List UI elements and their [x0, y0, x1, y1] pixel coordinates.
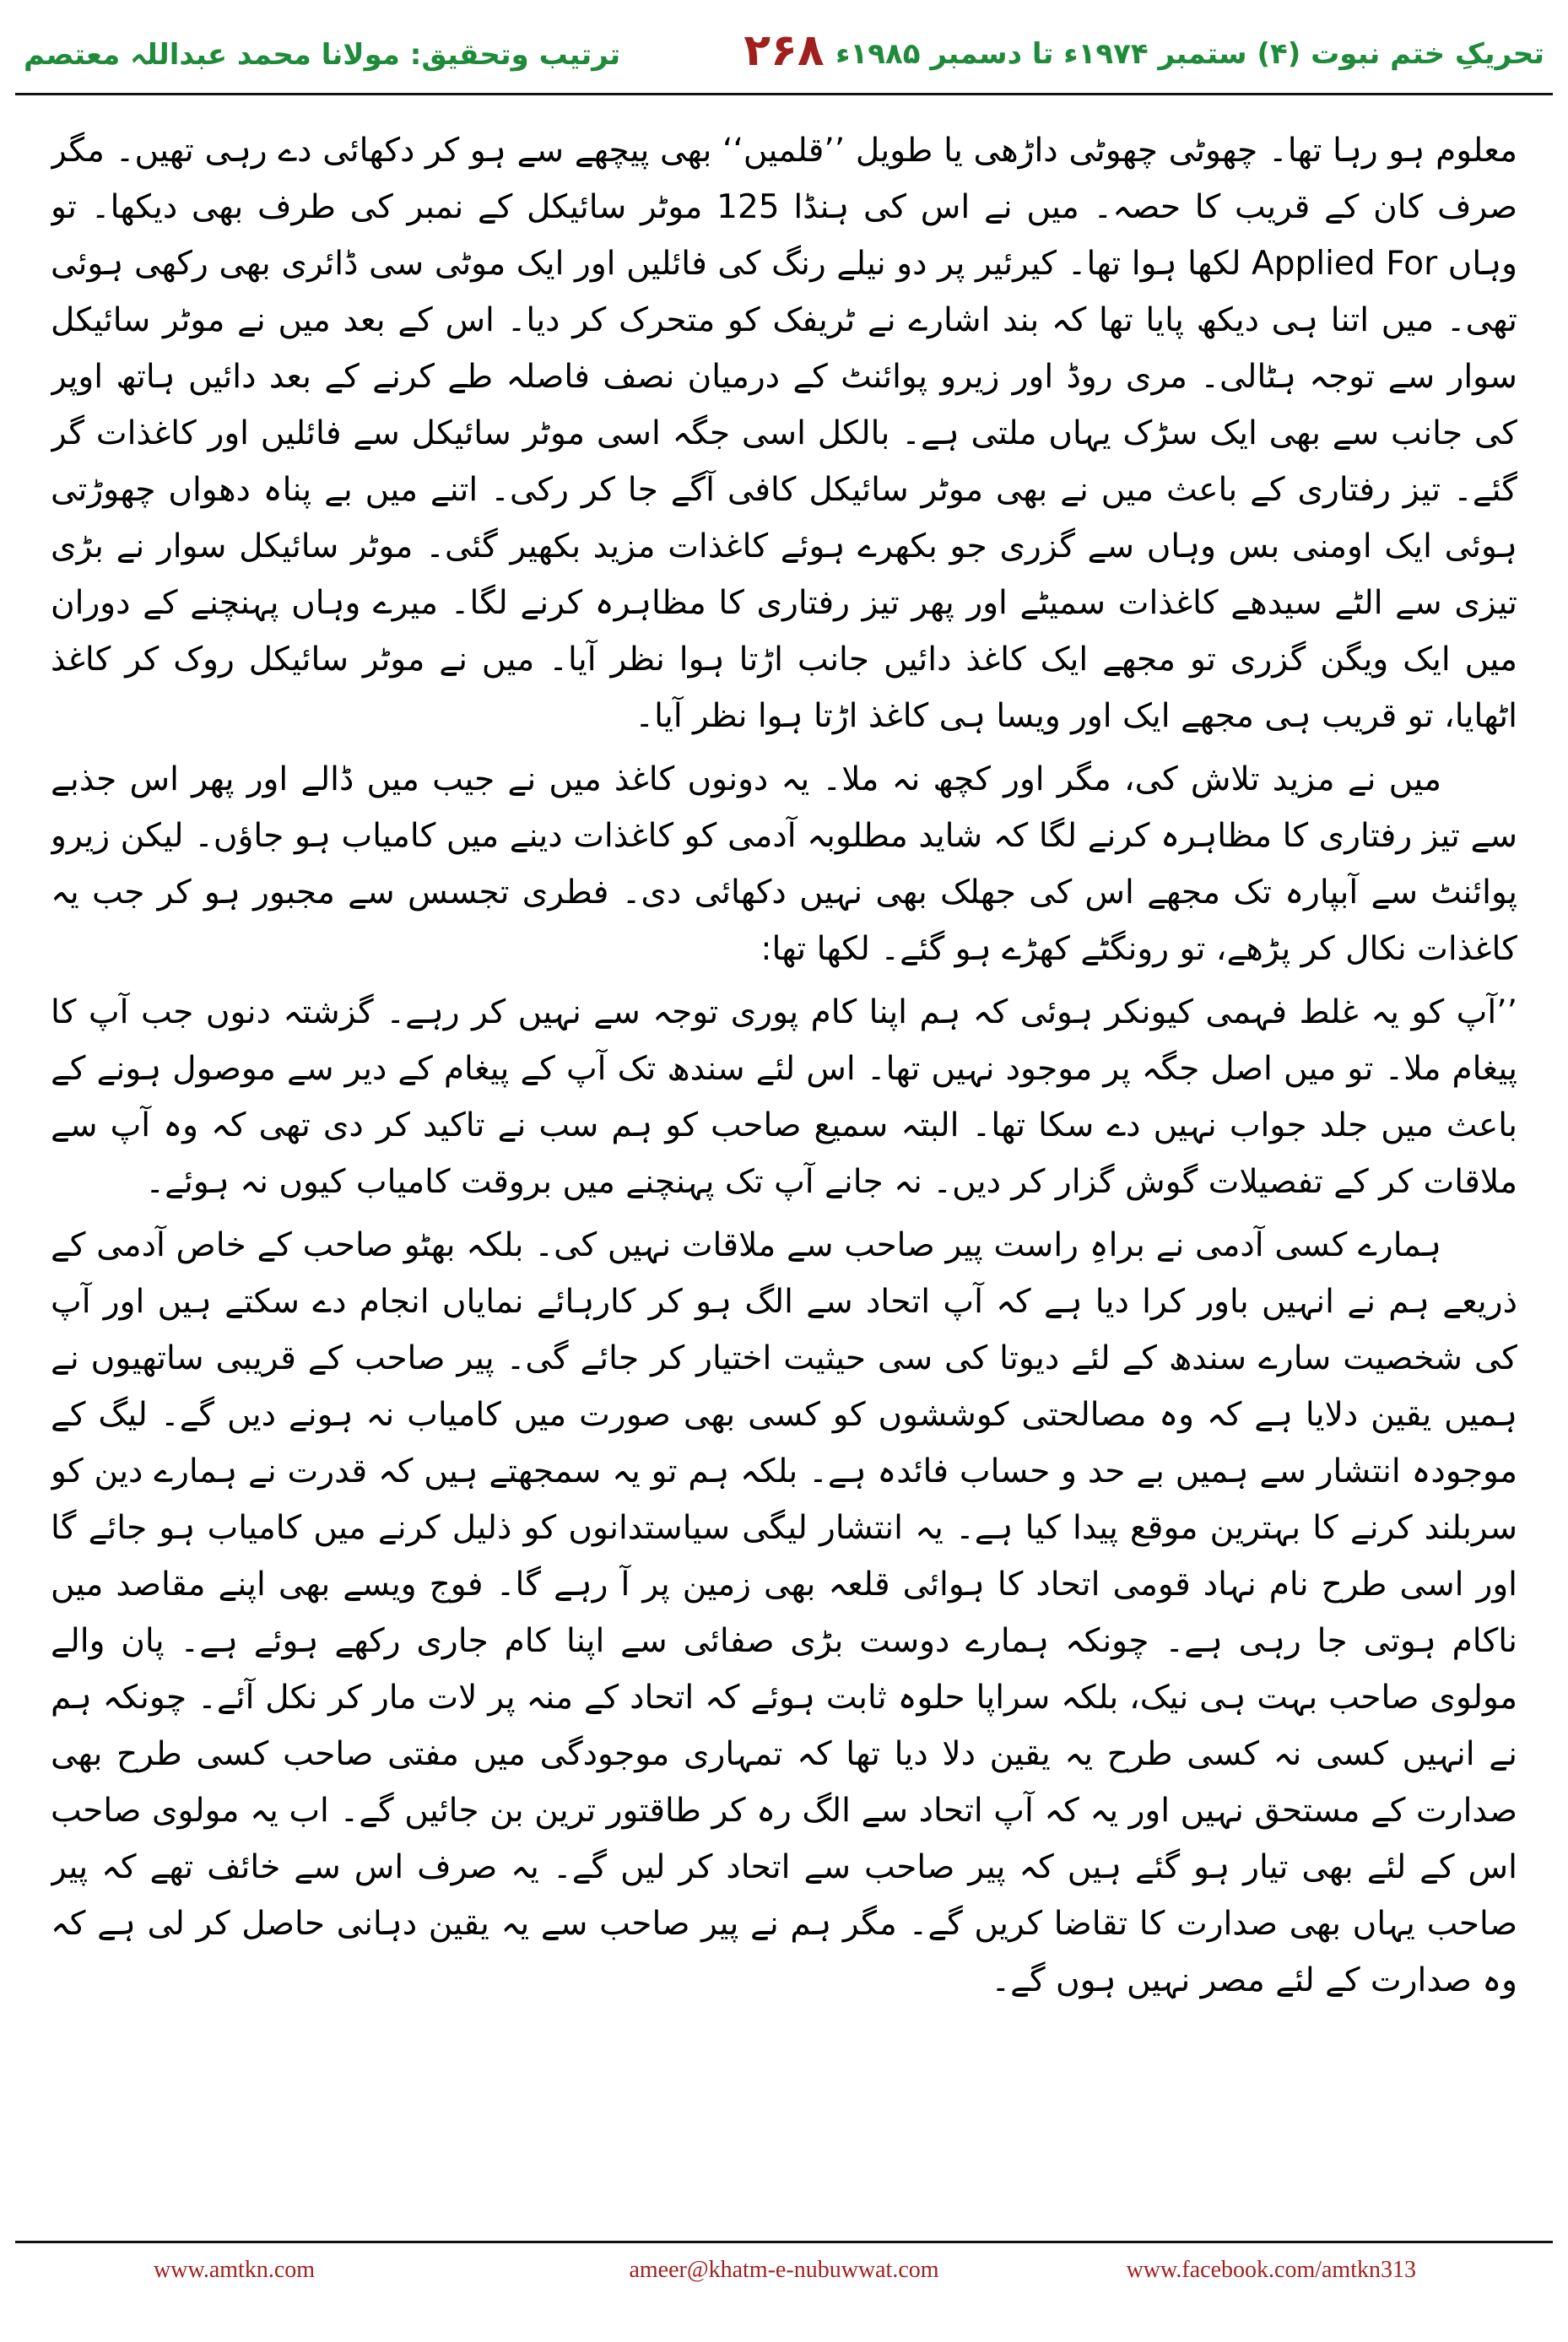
- quoted-letter-paragraph: ’’آپ کو یہ غلط فہمی کیونکر ہوئی کہ ہم اپنا کام پوری توجہ سے نہیں کر رہے۔ گزشتہ دنوں جب آپ کا پیغام ملا۔ تو میں اصل جگہ پر موجود نہیں تھا۔ اس لئے سندھ تک آپ کے پیغام کے دیر سے موصول ہونے کے باعث میں جلد جواب نہیں دے سکا تھا۔ البتہ سمیع صاحب کو ہم سب نے تاکید کر دی تھی کہ وہ آپ سے ملاقات کر کے تفصیلات گوش گزار کر دیں۔ نہ جانے آپ تک پہنچنے میں بروقت کامیاب کیوں نہ ہوئے۔: [51, 993, 1517, 1201]
- page-header: [0, 0, 1568, 93]
- book-title: تحریکِ ختم نبوت (۴) ستمبر ۱۹۷۴ء تا دسمبر ۱۹۸۵ء: [835, 37, 1544, 71]
- page-footer: [0, 2252, 1568, 2311]
- footer-divider: [15, 2241, 1553, 2243]
- paragraph-2: میں نے مزید تلاش کی، مگر اور کچھ نہ ملا۔ یہ دونوں کاغذ میں نے جیب میں ڈالے اور پھر اس جذبے سے تیز رفتاری کا مظاہرہ کرنے لگا کہ شاید مطلوبہ آدمی کو کاغذات دینے میں کامیاب ہو جاؤں۔ لیکن زیرو پوائنٹ سے آبپارہ تک مجھے اس کی جھلک بھی نہیں دکھائی دی۔ فطری تجسس سے مجبور ہو کر جب یہ کاغذات نکال کر پڑھے، تو رونگٹے کھڑے ہو گئے۔ لکھا تھا:: [51, 760, 1517, 968]
- facebook-link[interactable]: www.facebook.com/amtkn313: [1126, 2257, 1416, 2283]
- email-link[interactable]: ameer@khatm-e-nubuwwat.com: [629, 2257, 939, 2283]
- paragraph-4: ہمارے کسی آدمی نے براہِ راست پیر صاحب سے ملاقات نہیں کی۔ بلکہ بھٹو صاحب کے خاص آدمی کے ذریعے ہم نے انہیں باور کرا دیا ہے کہ آپ اتحاد سے الگ ہو کر کارہائے نمایاں انجام دے سکتے ہیں اور آپ کی شخصیت سارے سندھ کے لئے دیوتا کی سی حیثیت اختیار کر جائے گی۔ پیر صاحب کے قریبی ساتھیوں نے ہمیں یقین دلایا ہے کہ وہ مصالحتی کوششوں کو کسی بھی صورت میں کامیاب نہ ہونے دیں گے۔ لیگ کے موجودہ انتشار سے ہمیں بے حد و حساب فائدہ ہے۔ بلکہ ہم تو یہ سمجھتے ہیں کہ قدرت نے ہمارے دین کو سربلند کرنے کا بہترین موقع پیدا کیا ہے۔ یہ انتشار لیگی سیاستدانوں کو ذلیل کرنے میں کامیاب ہو جائے گا اور اسی طرح نام نہاد قومی اتحاد کا ہوائی قلعہ بھی زمین پر آ رہے گا۔ فوج ویسے بھی اپنے مقاصد میں ناکام ہوتی جا رہی ہے۔ چونکہ ہمارے دوست بڑی صفائی سے اپنا کام جاری رکھے ہوئے ہے۔ پان والے مولوی صاحب بہت ہی نیک، بلکہ سراپا حلوہ ثابت ہوئے کہ اتحاد کے منہ پر لات مار کر نکل آئے۔ چونکہ ہم نے انہیں کسی نہ کسی طرح یہ یقین دلا دیا تھا کہ تمہاری موجودگی میں مفتی صاحب کسی طرح بھی صدارت کے مستحق نہیں اور یہ کہ آپ اتحاد سے الگ رہ کر طاقتور ترین بن جائیں گے۔ اب یہ مولوی صاحب اس کے لئے بھی تیار ہو گئے ہیں کہ پیر صاحب سے اتحاد کر لیں گے۔ یہ صرف اس سے خائف تھے کہ پیر صاحب یہاں بھی صدارت کا تقاضا کریں گے۔ مگر ہم نے پیر صاحب سے یہ یقین دہانی حاصل کر لی ہے کہ وہ صدارت کے لئے مصر نہیں ہوں گے۔: [51, 1226, 1517, 1999]
- page-number: ۲۶۸: [743, 25, 825, 76]
- compiler-credit: ترتیب وتحقیق: مولانا محمد عبداللہ معتصم: [24, 38, 621, 72]
- website-link[interactable]: www.amtkn.com: [154, 2257, 316, 2283]
- page-body: [51, 122, 1517, 2215]
- header-divider: [15, 93, 1553, 95]
- paragraph-1: معلوم ہو رہا تھا۔ چھوٹی چھوٹی داڑھی یا طویل ’’قلمیں‘‘ بھی پیچھے سے ہو کر دکھائی دے رہی تھیں۔ مگر صرف کان کے قریب کا حصہ۔ میں نے اس کی ہنڈا 125 موٹر سائیکل کے نمبر کی طرف بھی دیکھا۔ تو وہاں Applied For لکھا ہوا تھا۔ کیرئیر پر دو نیلے رنگ کی فائلیں اور ایک موٹی سی ڈائری بھی رکھی ہوئی تھی۔ میں اتنا ہی دیکھ پایا تھا کہ بند اشارے نے ٹریفک کو متحرک کر دیا۔ اس کے بعد میں نے موٹر سائیکل سوار سے توجہ ہٹالی۔ مری روڈ اور زیرو پوائنٹ کے درمیان نصف فاصلہ طے کرنے کے بعد دائیں ہاتھ اوپر کی جانب سے بھی ایک سڑک یہاں ملتی ہے۔ بالکل اسی جگہ اسی موٹر سائیکل سے فائلیں اور کاغذات گر گئے۔ تیز رفتاری کے باعث میں نے بھی موٹر سائیکل کافی آگے جا کر رکی۔ اتنے میں بے پناہ دھواں چھوڑتی ہوئی ایک اومنی بس وہاں سے گزری جو بکھرے ہوئے کاغذات مزید بکھیر گئی۔ موٹر سائیکل سوار نے بڑی تیزی سے الٹے سیدھے کاغذات سمیٹے اور پھر تیز رفتاری کا مظاہرہ کرنے لگا۔ میرے وہاں پہنچنے کے دوران میں ایک ویگن گزری تو مجھے ایک کاغذ دائیں جانب اڑتا ہوا نظر آیا۔ میں نے موٹر سائیکل روک کر کاغذ اٹھایا، تو قریب ہی مجھے ایک اور ویسا ہی کاغذ اڑتا ہوا نظر آیا۔: [51, 132, 1517, 735]
